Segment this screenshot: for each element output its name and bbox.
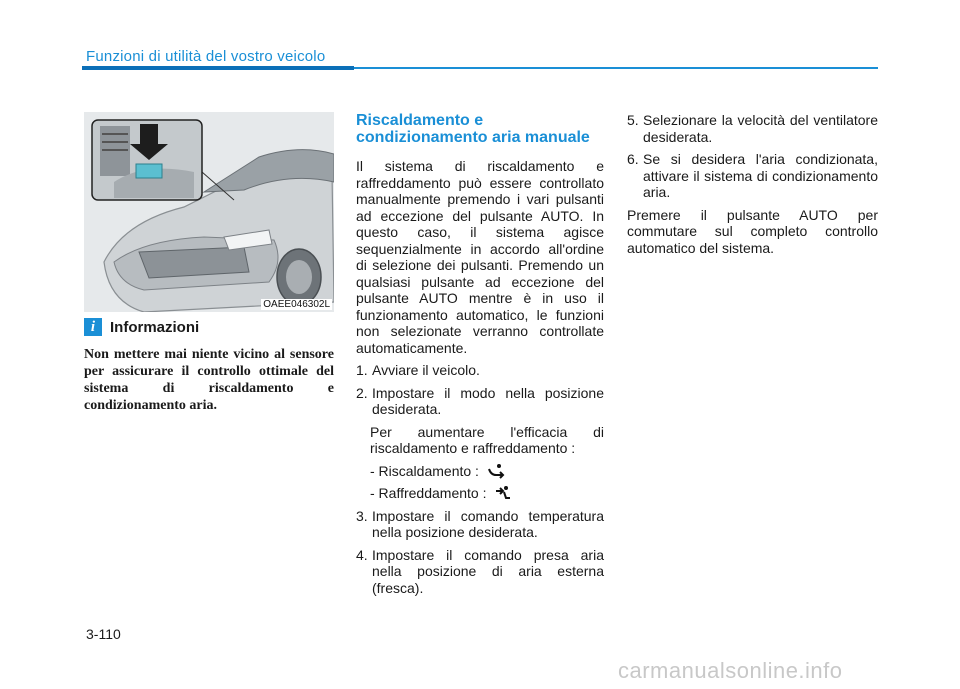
step-number: 6. — [627, 151, 639, 167]
intro-paragraph: Il sistema di riscaldamento e raffreddamento può essere controllato manualmente premendo i vari pulsanti ad eccezione del pulsante AUTO. In questo caso, il sistema agisce sequenzialmente in accordo all'ordine di selezione dei pulsanti. Premendo un qualsiasi pulsante ad eccezione del pulsante AUTO mentre è in uso il funzionamento automatico, le funzioni non selezionate verranno controllate automaticamente. — [356, 158, 604, 356]
step-text: Avviare il veicolo. — [372, 362, 480, 378]
info-icon: i — [84, 318, 102, 336]
step-number: 1. — [356, 362, 368, 378]
car-sensor-illustration — [84, 112, 334, 312]
closing-paragraph: Premere il pulsante AUTO per commutare sul completo controllo automatico del sistema. — [627, 206, 878, 256]
info-box — [84, 318, 334, 414]
step-text: Selezionare la velocità del ventilatore desiderata. — [643, 112, 878, 145]
header-rule-light — [354, 67, 878, 69]
info-text: Non mettere mai niente vicino al sensore per assicurare il controllo ottimale del sistema di riscaldamento e condizionamento aria. — [84, 347, 334, 413]
section-title-line1: Riscaldamento e — [356, 112, 484, 129]
figure-code: OAEE046302L — [263, 299, 330, 310]
floor-vent-mode-icon — [487, 463, 505, 479]
step-item — [627, 112, 878, 145]
heating-label: - Riscaldamento : — [370, 462, 479, 479]
step-item — [356, 362, 604, 379]
page-number: 3-110 — [86, 626, 121, 642]
step-item — [356, 385, 604, 418]
step-number: 5. — [627, 112, 639, 128]
heating-line — [356, 463, 604, 480]
car-illustration-svg — [84, 112, 334, 312]
step-item — [356, 547, 604, 597]
column-right — [627, 112, 878, 262]
step-text: Impostare il comando presa aria nella posizione di aria esterna (fresca). — [372, 546, 604, 596]
step-number: 4. — [356, 546, 368, 563]
column-middle — [356, 112, 604, 602]
step-item — [356, 508, 604, 541]
cooling-label: - Raffreddamento : — [370, 485, 487, 501]
step-number: 3. — [356, 507, 368, 524]
chapter-title: Funzioni di utilità del vostro veicolo — [86, 48, 326, 65]
step-text: Impostare il modo nella posizione desiderata. — [372, 384, 604, 417]
step-number: 2. — [356, 384, 368, 401]
info-title: Informazioni — [110, 318, 200, 336]
section-title-line2: condizionamento aria manuale — [356, 129, 590, 146]
step-text: Se si desidera l'aria condizionata, attivare il sistema di condizionamento aria. — [643, 151, 878, 200]
step-item — [627, 151, 878, 201]
watermark: carmanualsonline.info — [618, 658, 843, 683]
cooling-line — [356, 485, 604, 502]
face-vent-mode-icon — [494, 485, 512, 501]
section-title — [356, 112, 604, 146]
step-text: Impostare il comando temperatura nella posizione desiderata. — [372, 507, 604, 540]
efficiency-note: Per aumentare l'efficacia di riscaldamento e raffreddamento : — [370, 423, 604, 456]
header-rule-dark — [82, 66, 354, 70]
